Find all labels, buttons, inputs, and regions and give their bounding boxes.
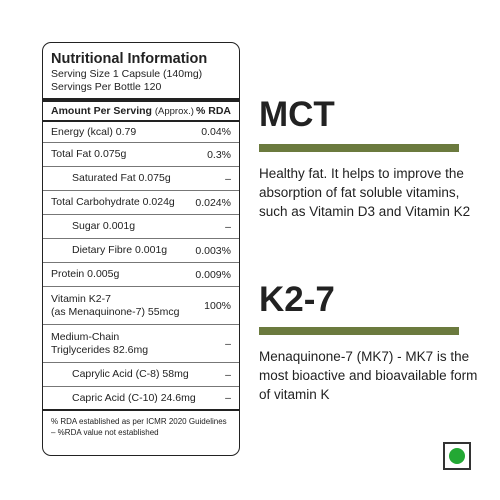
thick-divider [43, 98, 239, 102]
servings-per-bottle: Servings Per Bottle 120 [51, 81, 162, 93]
table-row [43, 215, 239, 239]
row-value: – [225, 368, 231, 381]
row-label: Saturated Fat 0.075g [72, 172, 171, 184]
row-value: – [225, 392, 231, 404]
table-row [43, 167, 239, 191]
header-rda: % RDA [195, 105, 231, 117]
row-value: – [225, 172, 231, 185]
nutrition-panel [42, 42, 240, 456]
row-value: 0.3% [207, 148, 231, 161]
row-label: Total Fat 0.075g [51, 148, 127, 160]
table-row [43, 387, 239, 411]
row-label: Energy (kcal) 0.79 [51, 125, 137, 138]
row-value: 0.024% [195, 196, 231, 209]
row-label: Vitamin K2-7 (as Menaquinone-7) 55mcg [51, 292, 180, 318]
mct-heading: MCT [259, 95, 335, 134]
table-row [43, 287, 239, 325]
nutrition-title: Nutritional Information [51, 51, 208, 67]
mct-description: Healthy fat. It helps to improve the absorption of fat soluble vitamins, such as Vitamin D3 and Vitamin K2 [259, 166, 471, 219]
serving-size: Serving Size 1 Capsule (140mg) [51, 68, 203, 80]
table-row [43, 122, 239, 143]
row-label: Protein 0.005g [51, 268, 120, 280]
table-row [43, 143, 239, 167]
footer-rda-note: % RDA established as per ICMR 2020 Guidelines [51, 417, 227, 426]
table-row [43, 191, 239, 215]
footer-dash-note: – %RDA value not established [51, 428, 159, 437]
k27-heading: K2-7 [259, 280, 335, 319]
row-value: 0.04% [201, 126, 231, 138]
row-label: Total Carbohydrate 0.024g [51, 196, 175, 208]
row-label: Sugar 0.001g [72, 220, 136, 232]
header-amount: Amount Per Serving (Approx.) [51, 105, 194, 117]
nutrition-footer [51, 416, 231, 438]
mct-accent-bar [259, 144, 459, 152]
table-row [43, 363, 239, 387]
row-label: Dietary Fibre 0.001g [72, 244, 168, 256]
table-row [43, 263, 239, 287]
k27-description: Menaquinone-7 (MK7) - MK7 is the most bioactive and bioavailable form of vitamin K [259, 349, 478, 402]
k27-accent-bar [259, 327, 459, 335]
table-row [43, 325, 239, 363]
row-value: 100% [204, 299, 231, 312]
veg-dot [449, 448, 465, 464]
table-row [43, 239, 239, 263]
nutrition-header-row [51, 103, 231, 120]
row-label: Capric Acid (C-10) 24.6mg [72, 391, 196, 404]
row-value: – [225, 220, 231, 233]
row-label: Caprylic Acid (C-8) 58mg [72, 368, 189, 380]
row-value: 0.009% [195, 268, 231, 281]
row-label: Medium-Chain Triglycerides 82.6mg [51, 330, 149, 356]
row-value: – [225, 337, 231, 350]
veg-symbol-icon [443, 442, 471, 470]
row-value: 0.003% [195, 244, 231, 257]
